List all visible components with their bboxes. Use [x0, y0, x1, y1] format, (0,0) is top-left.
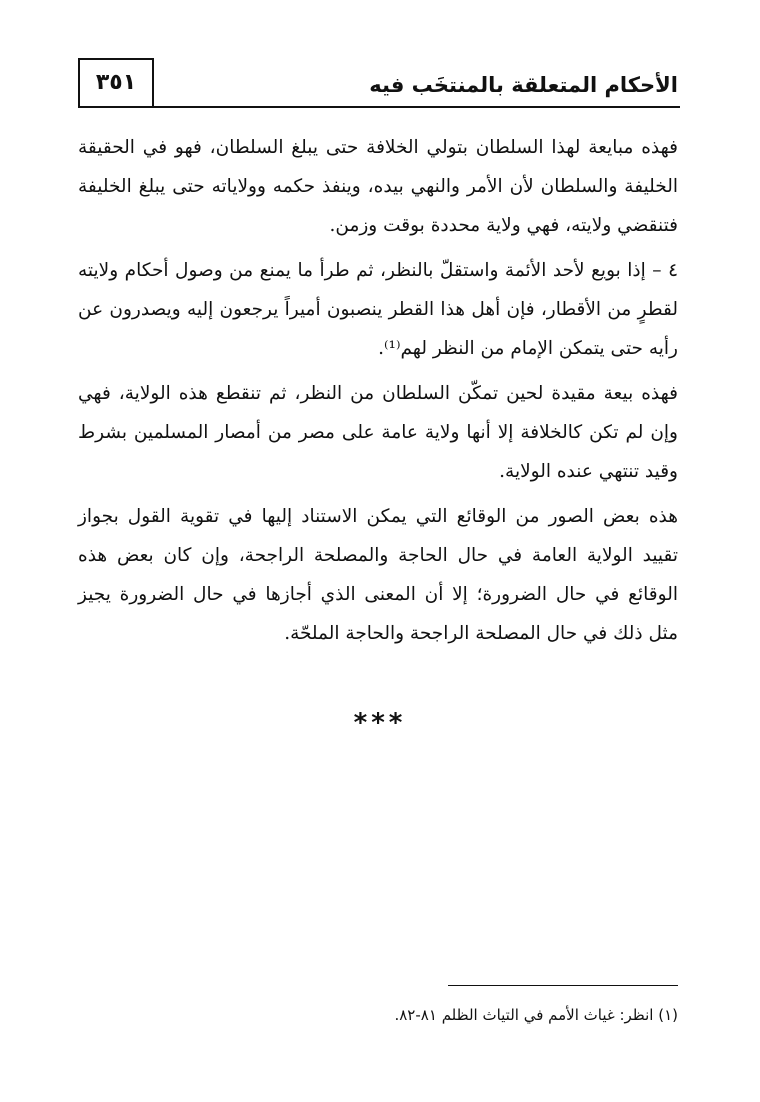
paragraph: فهذه بيعة مقيدة لحين تمكّن السلطان من النظر، ثم تنقطع هذه الولاية، فهي وإن لم تكن كالخلافة إلا أنها ولاية عامة على مصر من أمصار المسلمين بشرط وقيد تنتهي عنده الولاية. [78, 383, 678, 482]
paragraph: ٤ – إذا بويع لأحد الأئمة واستقلّ بالنظر، ثم طرأ ما يمنع من وصول أحكام ولايته لقطرٍ من الأقطار، فإن أهل هذا القطر ينصبون أميراً يرجعون إليه ويصدرون عن رأيه حتى يتمكن الإمام من النظر لهم⁽¹⁾. [78, 260, 678, 359]
paragraph: هذه بعض الصور من الوقائع التي يمكن الاستناد إليها في تقوية القول بجواز تقييد الولاية العامة في حال الحاجة والمصلحة الراجحة، وإن كان بعض هذه الوقائع في حال الضرورة؛ إلا أن المعنى الذي أجازها في حال الضرورة يجيز مثل ذلك في حال المصلحة الراجحة والحاجة الملحّة. [78, 506, 678, 644]
header-rule [78, 106, 680, 108]
main-text [78, 128, 678, 659]
page-number: ٣٥١ [95, 70, 137, 95]
chapter-title: الأحكام المتعلقة بالمنتخَب فيه [369, 73, 678, 97]
page-number-box [78, 58, 154, 108]
footnote: (١) انظر: غياث الأمم في التياث الظلم ٨١-٨٢. [394, 1006, 678, 1024]
paragraph: فهذه مبايعة لهذا السلطان بتولي الخلافة حتى يبلغ السلطان، فهو في الحقيقة الخليفة والسلطان لأن الأمر والنهي بيده، وينفذ حكمه وولاياته حتى يبلغ الخليفة فتنقضي ولايته، فهي ولاية محددة بوقت وزمن. [78, 137, 678, 236]
section-separator: *** [353, 708, 407, 738]
footnote-divider [448, 985, 678, 986]
running-header [78, 58, 680, 114]
